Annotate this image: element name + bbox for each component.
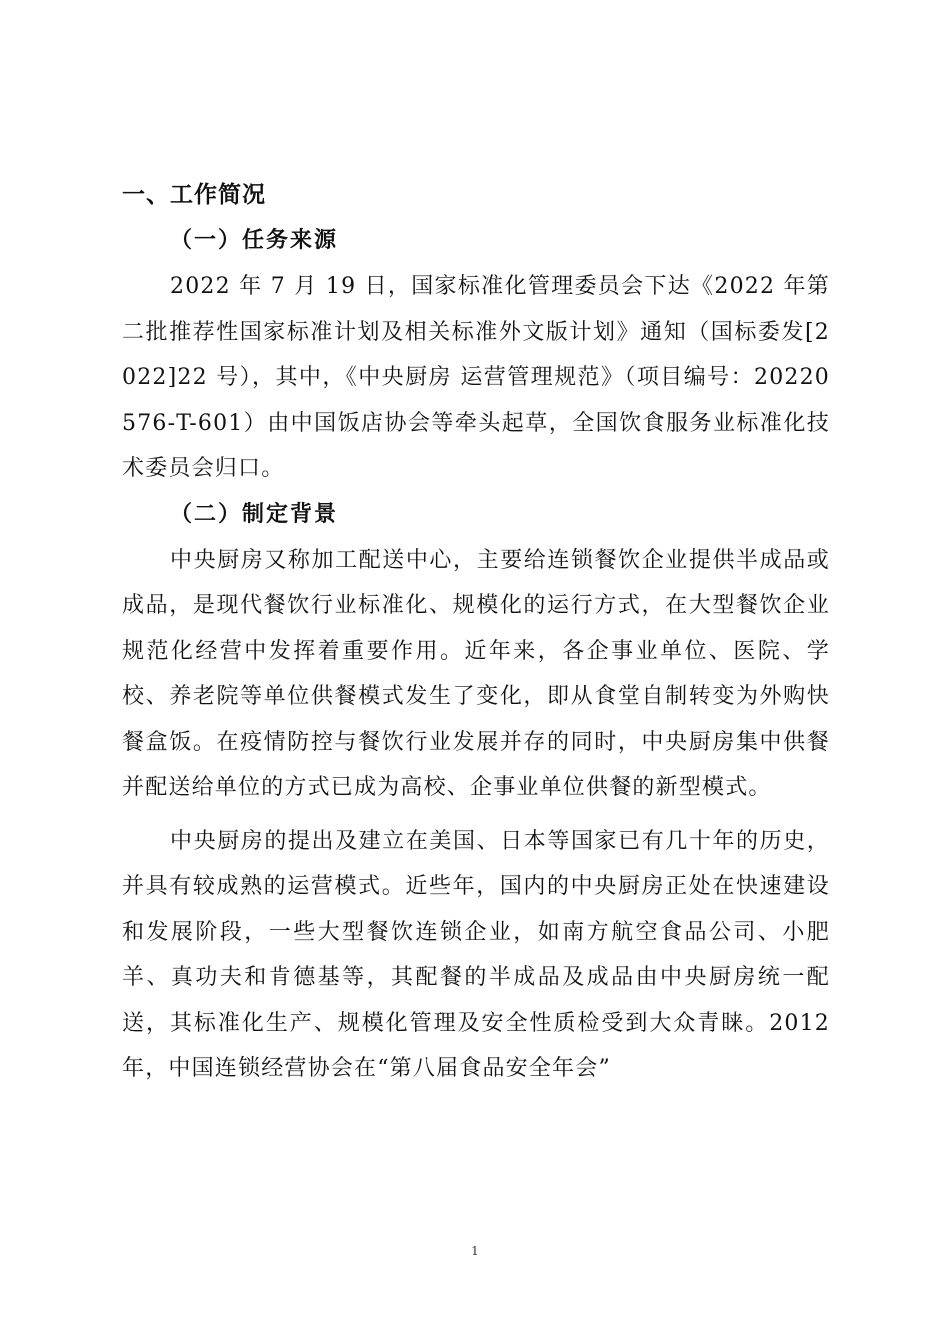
subsection-heading-task-source: （一）任务来源 [170,228,339,253]
paragraph-task-source: 2022 年 7 月 19 日，国家标准化管理委员会下达《2022 年第二批推荐性国家标准计划及相关标准外文版计划》通知（国标委发[2022]22 号），其中，《中央厨房 运营管理规范》（项目编号：20220576-T-601）由中国饭店协会等牵头起草，全国饮食服务业标准化技术委员会归口。 [122,274,830,481]
page-number: 1 [471,1244,479,1258]
document-body [122,172,830,1092]
section-title: 一、工作简况 [122,182,266,208]
subsection-heading-background: （二）制定背景 [170,501,339,527]
paragraph-background-1: 中央厨房又称加工配送中心，主要给连锁餐饮企业提供半成品或成品，是现代餐饮行业标准化、规模化的运行方式，在大型餐饮企业规范化经营中发挥着重要作用。近年来，各企事业单位、医院、学校、养老院等单位供餐模式发生了变化，即从食堂自制转变为外购快餐盒饭。在疫情防控与餐饮行业发展并存的同时，中央厨房集中供餐并配送给单位的方式已成为高校、企事业单位供餐的新型模式。 [122,547,830,800]
paragraph-background-2: 中央厨房的提出及建立在美国、日本等国家已有几十年的历史，并具有较成熟的运营模式。近些年，国内的中央厨房正处在快速建设和发展阶段，一些大型餐饮连锁企业，如南方航空食品公司、小肥羊、真功夫和肯德基等，其配餐的半成品及成品由中央厨房统一配送，其标准化生产、规模化管理及安全性质检受到大众青睐。2012 年，中国连锁经营协会在“第八届食品安全年会” [122,828,830,1081]
